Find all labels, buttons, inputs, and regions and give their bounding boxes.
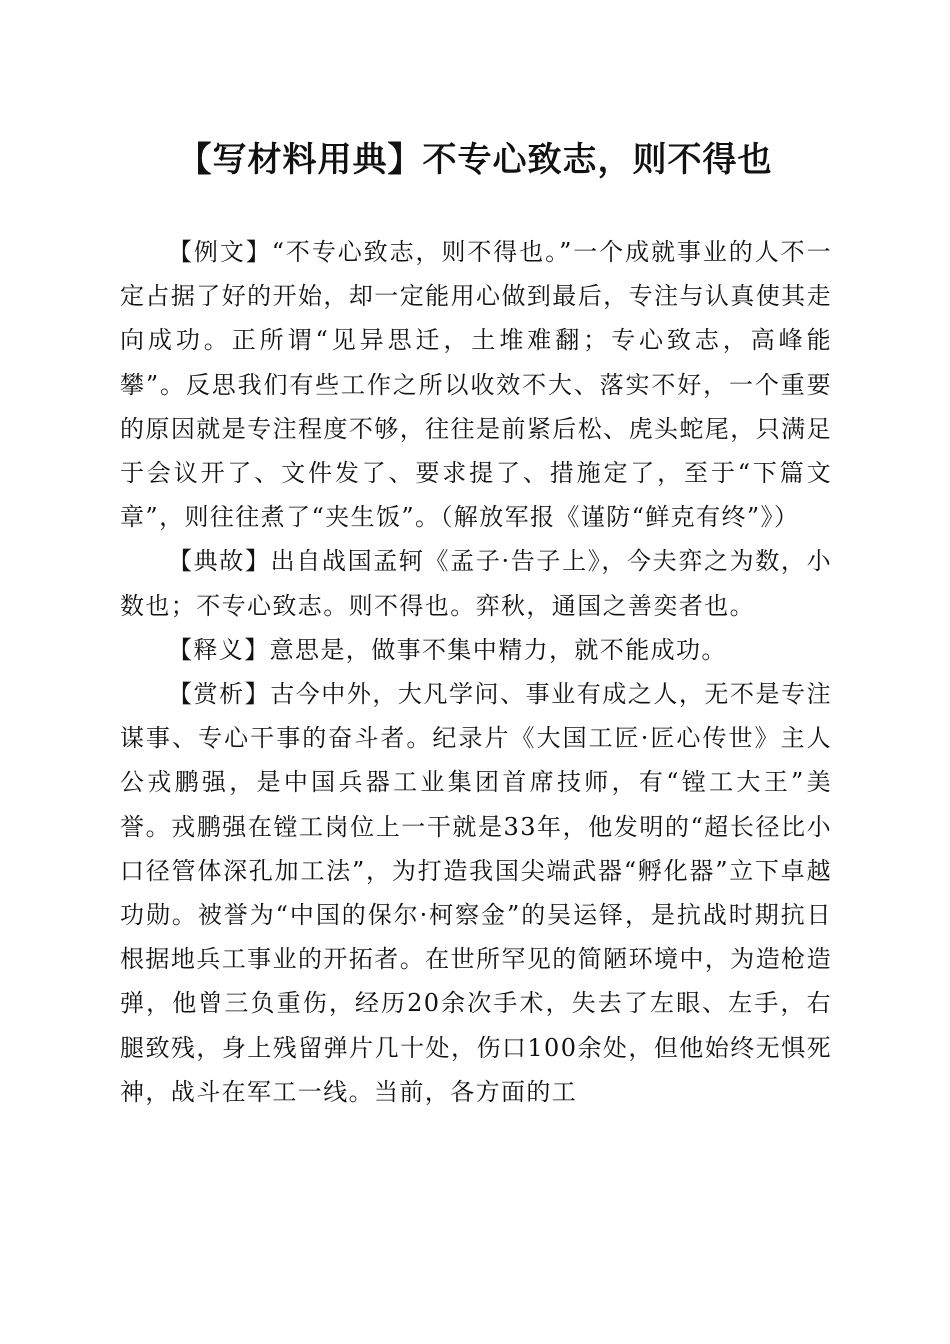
document-title: 【写材料用典】不专心致志，则不得也 <box>177 140 773 180</box>
paragraph-tag: 【例文】 <box>168 238 272 266</box>
paragraph-tag: 【典故】 <box>168 547 271 576</box>
paragraph-analysis <box>120 672 832 1114</box>
paragraph-text: 古今中外，大凡学问、事业有成之人，无不是专注谋事、专心干事的奋斗者。纪录片《大国工匠·匠心传世》主人公戎鹏强，是中国兵器工业集团首席技师，有“镗工大王”美誉。戎鹏强在镗工岗位上一干就是33年，他发明的“超长径比小口径管体深孔加工法”，为打造我国尖端武器“孵化器”立下卓越功勋。被誉为“中国的保尔·柯察金”的吴运铎，是抗战时期抗日根据地兵工事业的开拓者。在世所罕见的简陋环境中，为造枪造弹，他曾三负重伤，经历20余次手术，失去了左眼、左手，右腿致残，身上残留弹片几十处，伤口100余处，但他始终无惧死神，战斗在军工一线。当前，各方面的工 <box>120 680 832 1106</box>
document-body <box>120 230 832 1114</box>
paragraph-example <box>120 230 832 539</box>
paragraph-text: 意思是，做事不集中精力，就不能成功。 <box>269 635 727 664</box>
paragraph-tag: 【释义】 <box>168 635 270 664</box>
paragraph-allusion <box>120 539 832 627</box>
paragraph-meaning <box>120 628 832 672</box>
paragraph-text: “不专心致志，则不得也。”一个成就事业的人不一定占据了好的开始，却一定能用心做到最后，专注与认真使其走向成功。正所谓“见异思迁，土堆难翻；专心致志，高峰能攀”。反思我们有些工作之所以收效不大、落实不好，一个重要的原因就是专注程度不够，往往是前紧后松、虎头蛇尾，只满足于会议开了、文件发了、要求提了、措施定了，至于“下篇文章”，则往往煮了“夹生饭”。（解放军报《谨防“鲜克有终”》） <box>120 238 832 532</box>
paragraph-text: 出自战国孟轲《孟子·告子上》，今夫弈之为数，小数也；不专心致志。则不得也。弈秋，通国之善奕者也。 <box>120 547 832 620</box>
paragraph-tag: 【赏析】 <box>168 680 271 709</box>
